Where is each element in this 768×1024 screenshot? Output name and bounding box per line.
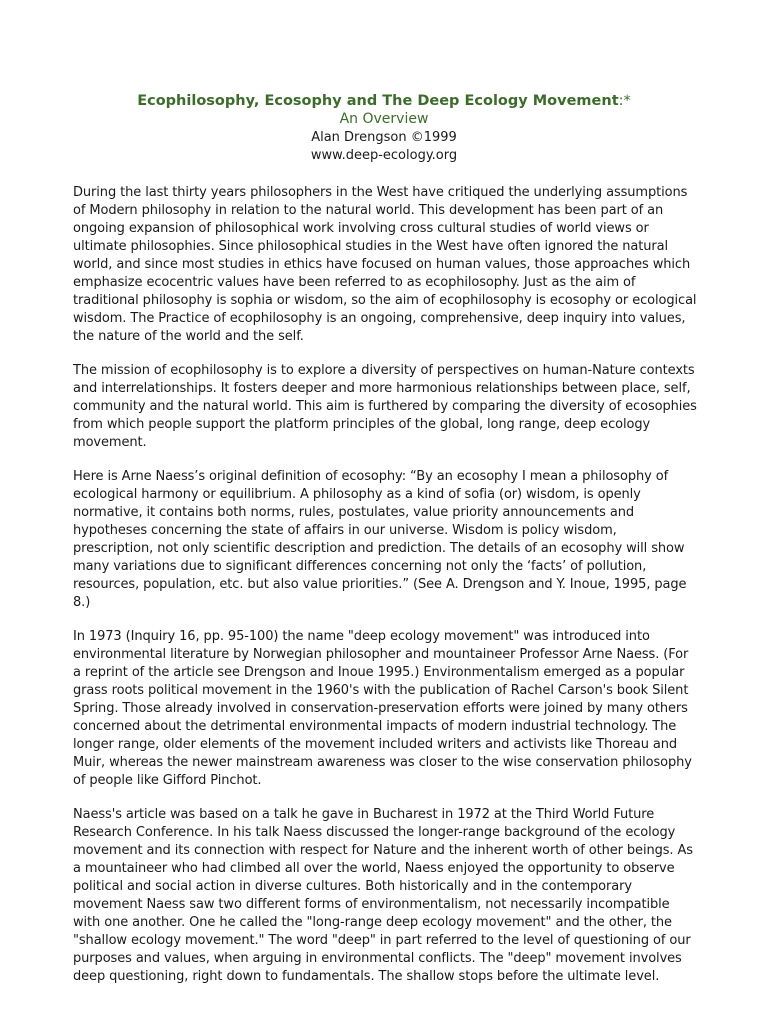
document-header	[0, 92, 768, 165]
document-body	[73, 184, 698, 1002]
paragraph-1: During the last thirty years philosophers in the West have critiqued the underlying assumptions of Modern philosophy in relation to the natural world. This development has been part of an ongoing expansion of philosophical work involving cross cultural studies of world views or ultimate philosophies. Since philosophical studies in the West have often ignored the natural world, and since most studies in ethics have focused on human values, those approaches which emphasize ecocentric values have been referred to as ecophilosophy. Just as the aim of traditional philosophy is sophia or wisdom, so the aim of ecophilosophy is ecosophy or ecological wisdom. The Practice of ecophilosophy is an ongoing, comprehensive, deep inquiry into values, the nature of the world and the self.	[73, 185, 697, 344]
document-subtitle: An Overview	[339, 111, 429, 127]
title-suffix: :*	[618, 93, 631, 109]
paragraph-4: In 1973 (Inquiry 16, pp. 95-100) the name "deep ecology movement" was introduced into environmental literature by Norwegian philosopher and mountaineer Professor Arne Naess. (For a reprint of the article see Drengson and Inoue 1995.) Environmentalism emerged as a popular grass roots political movement in the 1960's with the publication of Rachel Carson's book Silent Spring. Those already involved in conservation-preservation efforts were joined by many others concerned about the detrimental environmental impacts of modern industrial technology. The longer range, older elements of the movement included writers and activists like Thoreau and Muir, whereas the newer mainstream awareness was closer to the wise conservation philosophy of people like Gifford Pinchot.	[73, 629, 692, 788]
paragraph-2: The mission of ecophilosophy is to explore a diversity of perspectives on human-Nature contexts and interrelationships. It fosters deeper and more harmonious relationships between place, self, community and the natural world. This aim is furthered by comparing the diversity of ecosophies from which people support the platform principles of the global, long range, deep ecology movement.	[73, 363, 697, 450]
paragraph-5: Naess's article was based on a talk he gave in Bucharest in 1972 at the Third World Future Research Conference. In his talk Naess discussed the longer-range background of the ecology movement and its connection with respect for Nature and the inherent worth of other beings. As a mountaineer who had climbed all over the world, Naess enjoyed the opportunity to observe political and social action in diverse cultures. Both historically and in the contemporary movement Naess saw two different forms of environmentalism, not necessarily incompatible with one another. One he called the "long-range deep ecology movement" and the other, the "shallow ecology movement." The word "deep" in part referred to the level of questioning of our purposes and values, when arguing in environmental conflicts. The "deep" movement involves deep questioning, right down to fundamentals. The shallow stops before the ultimate level.	[73, 807, 693, 984]
document-title	[0, 92, 768, 110]
paragraph-3: Here is Arne Naess’s original definition of ecosophy: “By an ecosophy I mean a philosophy of ecological harmony or equilibrium. A philosophy as a kind of sofia (or) wisdom, is openly normative, it contains both norms, rules, postulates, value priority announcements and hypotheses concerning the state of affairs in our universe. Wisdom is policy wisdom, prescription, not only scientific description and prediction. The details of an ecosophy will show many variations due to significant differences concerning not only the ‘facts’ of pollution, resources, population, etc. but also value priorities.” (See A. Drengson and Y. Inoue, 1995, page 8.)	[73, 469, 687, 610]
website-line: www.deep-ecology.org	[310, 148, 458, 163]
title-text: Ecophilosophy, Ecosophy and The Deep Ecology Movement	[137, 93, 619, 109]
author-line: Alan Drengson ©1999	[311, 130, 457, 145]
